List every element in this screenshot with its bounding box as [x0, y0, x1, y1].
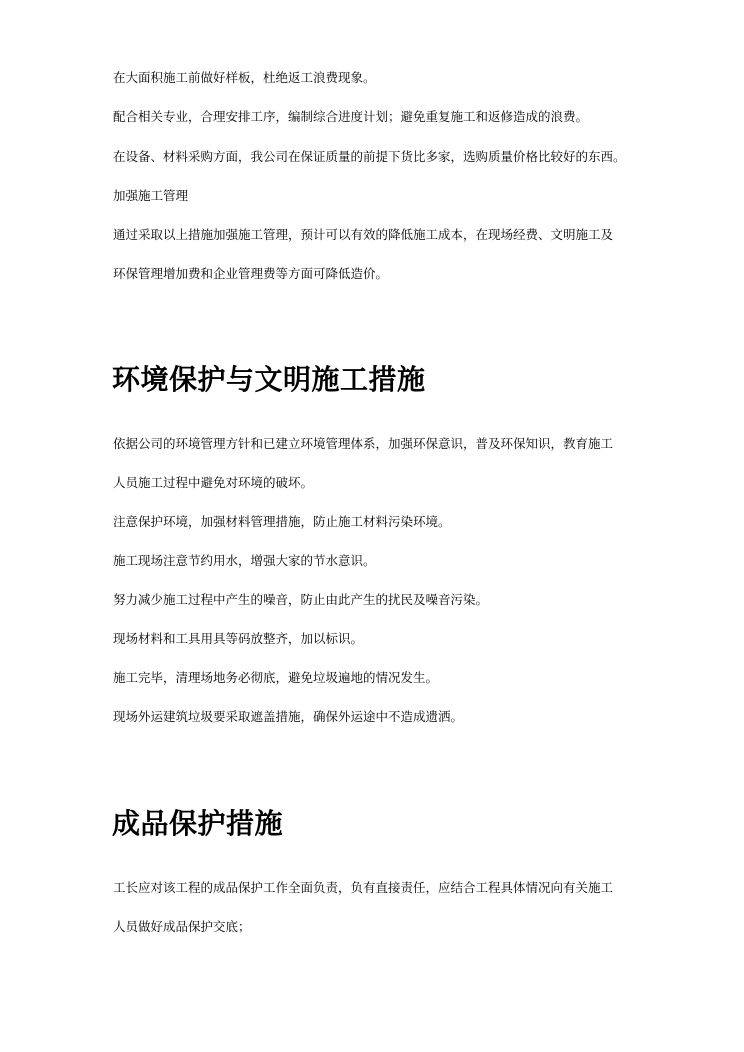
paragraph-line: 在大面积施工前做好样板，杜绝返工浪费现象。	[113, 70, 376, 85]
paragraph-line: 施工现场注意节约用水，增强大家的节水意识。	[113, 553, 376, 568]
section-heading-environment: 环境保护与文明施工措施	[112, 363, 426, 396]
paragraph-line: 在设备、材料采购方面，我公司在保证质量的前提下货比多家，选购质量价格比较好的东西。	[113, 149, 626, 164]
paragraph-line: 现场材料和工具用具等码放整齐，加以标识。	[113, 631, 364, 646]
paragraph-line: 现场外运建筑垃圾要采取遮盖措施，确保外运途中不造成遗洒。	[113, 709, 464, 724]
paragraph-line: 人员施工过程中避免对环境的破坏。	[113, 475, 314, 490]
paragraph-line: 环保管理增加费和企业管理费等方面可降低造价。	[113, 266, 389, 281]
paragraph-line: 注意保护环境，加强材料管理措施，防止施工材料污染环境。	[113, 514, 451, 529]
paragraph-line: 依据公司的环境管理方针和已建立环境管理体系，加强环保意识，普及环保知识，教育施工	[113, 436, 614, 451]
paragraph-line: 努力减少施工过程中产生的噪音，防止由此产生的扰民及噪音污染。	[113, 592, 489, 607]
section-heading-product-protection: 成品保护措施	[112, 807, 284, 840]
paragraph-line: 配合相关专业，合理安排工序，编制综合进度计划；避免重复施工和返修造成的浪费。	[113, 109, 589, 124]
paragraph-line: 施工完毕，清理场地务必彻底，避免垃圾遍地的情况发生。	[113, 670, 439, 685]
paragraph-line: 通过采取以上措施加强施工管理，预计可以有效的降低施工成本，在现场经费、文明施工及	[113, 227, 614, 242]
paragraph-line: 加强施工管理	[113, 188, 189, 203]
paragraph-line: 工长应对该工程的成品保护工作全面负责，负有直接责任，应结合工程具体情况向有关施工	[113, 880, 614, 895]
paragraph-line: 人员做好成品保护交底；	[113, 919, 251, 934]
